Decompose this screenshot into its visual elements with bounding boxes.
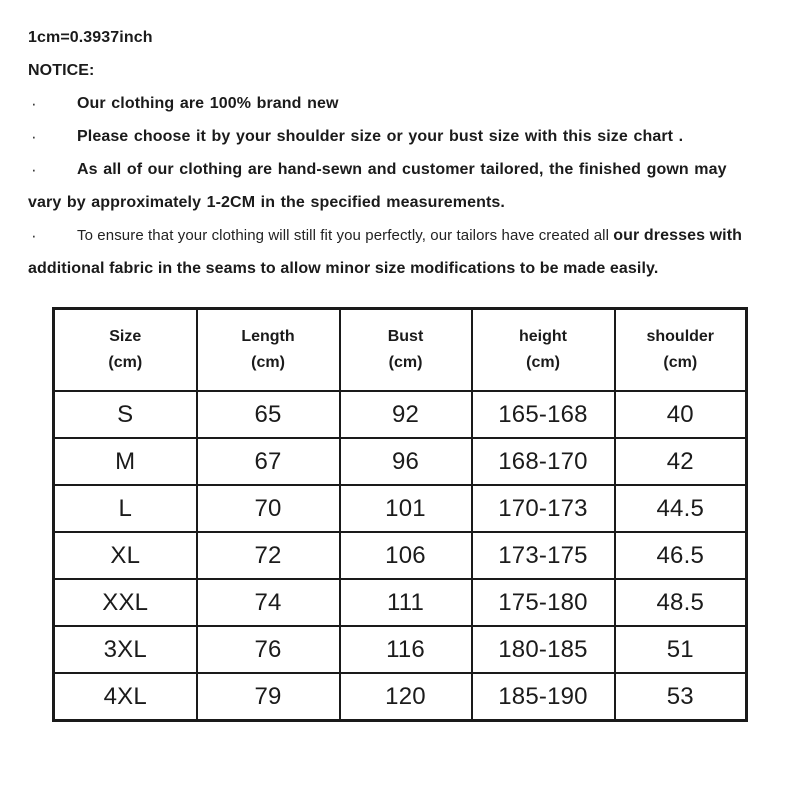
bullet-dot: · — [31, 127, 37, 146]
column-label: height — [519, 328, 567, 345]
table-row-xxl — [54, 579, 747, 626]
column-unit: (cm) — [251, 354, 285, 371]
column-header-bust — [340, 309, 472, 392]
notice-item-text-bold: our dresses with additional fabric in the seams to allow minor size modifications to be made easily. — [28, 227, 743, 277]
cell-height: 168-170 — [472, 438, 615, 485]
notice-item-1 — [28, 87, 760, 120]
bullet-dot: · — [31, 226, 37, 245]
column-label: Bust — [387, 328, 424, 345]
cell-height: 165-168 — [472, 391, 615, 438]
column-header-size — [54, 309, 197, 392]
cell-size: 3XL — [54, 626, 197, 673]
notice-item-text: To ensure that your clothing will still fit you perfectly, our tailors have created all — [77, 227, 614, 244]
cell-bust: 116 — [340, 626, 472, 673]
cell-height: 185-190 — [472, 673, 615, 721]
header-row — [54, 309, 747, 392]
cell-height: 170-173 — [472, 485, 615, 532]
column-unit: (cm) — [663, 354, 698, 371]
notice-item-text-bold: Please choose it by your shoulder size or your bust size with this size chart . — [77, 128, 684, 145]
cell-size: 4XL — [54, 673, 197, 721]
cell-shoulder: 42 — [615, 438, 747, 485]
cell-shoulder: 48.5 — [615, 579, 747, 626]
size-chart-table — [52, 307, 748, 722]
bullet-dot: · — [31, 160, 37, 179]
notice-item-text-bold: Our clothing are 100% brand new — [77, 95, 339, 112]
column-header-shoulder — [615, 309, 747, 392]
notice-heading: NOTICE: — [28, 62, 95, 79]
table-row-s — [54, 391, 747, 438]
table-row-4xl — [54, 673, 747, 721]
notice-section — [0, 0, 800, 285]
cell-length: 79 — [197, 673, 340, 721]
table-row-l — [54, 485, 747, 532]
cell-shoulder: 40 — [615, 391, 747, 438]
cell-length: 65 — [197, 391, 340, 438]
column-unit: (cm) — [526, 354, 560, 371]
cell-length: 70 — [197, 485, 340, 532]
table-row-m — [54, 438, 747, 485]
table-row-xl — [54, 532, 747, 579]
cell-size: S — [54, 391, 197, 438]
column-unit: (cm) — [108, 354, 143, 371]
column-label: shoulder — [646, 328, 715, 345]
cell-bust: 120 — [340, 673, 472, 721]
notice-item-text-bold: As all of our clothing are hand-sewn and customer tailored, the finished gown may vary by approximately 1-2CM in the specified measurements. — [28, 161, 727, 211]
cell-shoulder: 44.5 — [615, 485, 747, 532]
notice-item-4 — [28, 219, 760, 285]
notice-item-3 — [28, 153, 760, 219]
cell-shoulder: 51 — [615, 626, 747, 673]
column-label: Length — [241, 328, 295, 345]
cell-height: 180-185 — [472, 626, 615, 673]
cell-size: XL — [54, 532, 197, 579]
cell-length: 72 — [197, 532, 340, 579]
cell-length: 74 — [197, 579, 340, 626]
cell-bust: 96 — [340, 438, 472, 485]
column-unit: (cm) — [388, 354, 423, 371]
cell-height: 173-175 — [472, 532, 615, 579]
unit-conversion-note: 1cm=0.3937inch — [28, 29, 153, 46]
cell-shoulder: 53 — [615, 673, 747, 721]
cell-height: 175-180 — [472, 579, 615, 626]
cell-bust: 106 — [340, 532, 472, 579]
cell-length: 76 — [197, 626, 340, 673]
bullet-dot: · — [31, 94, 37, 113]
column-label: Size — [109, 328, 142, 345]
cell-size: XXL — [54, 579, 197, 626]
cell-size: M — [54, 438, 197, 485]
cell-bust: 101 — [340, 485, 472, 532]
cell-bust: 111 — [340, 579, 472, 626]
cell-length: 67 — [197, 438, 340, 485]
column-header-height — [472, 309, 615, 392]
cell-shoulder: 46.5 — [615, 532, 747, 579]
column-header-length — [197, 309, 340, 392]
notice-item-2 — [28, 120, 760, 153]
table-row-3xl — [54, 626, 747, 673]
cell-bust: 92 — [340, 391, 472, 438]
cell-size: L — [54, 485, 197, 532]
